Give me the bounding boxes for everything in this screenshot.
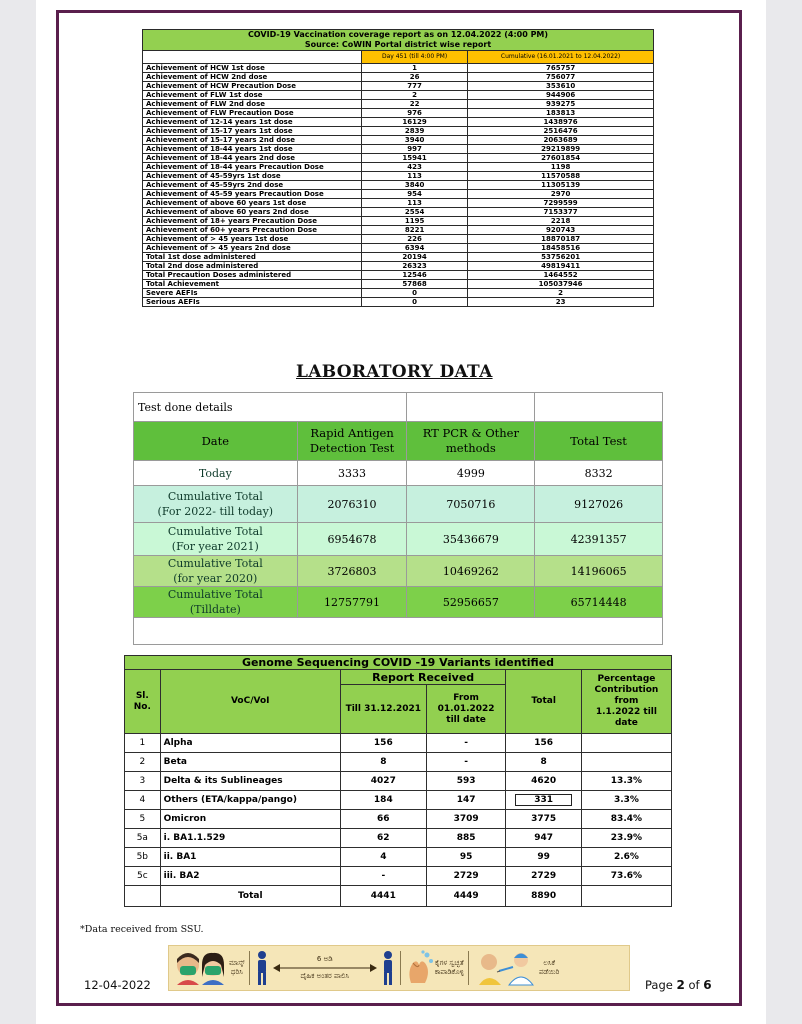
row-label: Achievement of 45-59yrs 2nd dose bbox=[143, 181, 362, 190]
genome-header-sl: Sl. No. bbox=[125, 670, 161, 734]
table-row bbox=[143, 280, 654, 289]
genome-header-percentage: Percentage Contribution from 1.1.2022 till date bbox=[581, 670, 671, 734]
table-row bbox=[143, 100, 654, 109]
vaccine-segment bbox=[469, 946, 563, 990]
table-row bbox=[143, 73, 654, 82]
cumulative-value: 7153377 bbox=[468, 208, 654, 217]
table-row bbox=[143, 145, 654, 154]
genome-header-from-2022: From 01.01.2022 till date bbox=[426, 685, 506, 734]
variant-name: Omicron bbox=[160, 810, 340, 829]
person-icon bbox=[380, 950, 396, 986]
day-value: 113 bbox=[362, 172, 468, 181]
table-row bbox=[143, 82, 654, 91]
row-label: Achievement of 18+ years Precaution Dose bbox=[143, 217, 362, 226]
table-row bbox=[143, 118, 654, 127]
from-2022-value: 593 bbox=[426, 772, 506, 791]
total-value: 3775 bbox=[506, 810, 581, 829]
from-2022-value: 885 bbox=[426, 829, 506, 848]
table-row: Cumulative Total (For year 2021) 6954678 35436679 42391357 bbox=[134, 523, 663, 556]
table-row bbox=[143, 244, 654, 253]
table-row bbox=[143, 226, 654, 235]
lab-header-rtpcr: RT PCR & Other methods bbox=[407, 422, 535, 461]
day-value: 3840 bbox=[362, 181, 468, 190]
lab-header-total: Total Test bbox=[535, 422, 663, 461]
handwash-segment bbox=[401, 946, 468, 990]
row-label: Achievement of > 45 years 1st dose bbox=[143, 235, 362, 244]
vaccination-title: COVID-19 Vaccination coverage report as on 12.04.2022 (4:00 PM) bbox=[247, 30, 549, 39]
table-row bbox=[125, 772, 672, 791]
table-row bbox=[125, 829, 672, 848]
day-value: 226 bbox=[362, 235, 468, 244]
table-row bbox=[143, 271, 654, 280]
vaccine-caption: ಲಸಿಕೆ ಪಡೆಯಿರಿ bbox=[538, 959, 560, 976]
cumulative-value: 2218 bbox=[468, 217, 654, 226]
sl-cell: 2 bbox=[125, 753, 161, 772]
genome-header-report-received: Report Received bbox=[340, 670, 506, 685]
sl-cell: 5a bbox=[125, 829, 161, 848]
day-value: 57868 bbox=[362, 280, 468, 289]
row-label: Achievement of 45-59yrs 1st dose bbox=[143, 172, 362, 181]
till-2021-value: 62 bbox=[340, 829, 426, 848]
vaccination-source: Source: CoWIN Portal district wise report bbox=[304, 40, 492, 49]
table-row bbox=[143, 154, 654, 163]
table-row bbox=[143, 91, 654, 100]
day-value: 26323 bbox=[362, 262, 468, 271]
row-label: Achievement of HCW 2nd dose bbox=[143, 73, 362, 82]
row-label: Severe AEFIs bbox=[143, 289, 362, 298]
table-row bbox=[125, 791, 672, 810]
row-label: Achievement of 60+ years Precaution Dose bbox=[143, 226, 362, 235]
row-label: Achievement of 18-44 years 2nd dose bbox=[143, 154, 362, 163]
cumulative-value: 49819411 bbox=[468, 262, 654, 271]
cumulative-value: 1438976 bbox=[468, 118, 654, 127]
table-row bbox=[143, 163, 654, 172]
cumulative-value: 2063689 bbox=[468, 136, 654, 145]
cumulative-value: 105037946 bbox=[468, 280, 654, 289]
distance-info: 6 ಅಡಿ ದೈಹಿಕ ಅಂತರ ಪಾಲಿಸಿ bbox=[270, 955, 380, 981]
day-value: 1 bbox=[362, 64, 468, 73]
from-2022-value: 2729 bbox=[426, 867, 506, 886]
sl-cell: 3 bbox=[125, 772, 161, 791]
row-label: Achievement of FLW Precaution Dose bbox=[143, 109, 362, 118]
till-2021-value: 4 bbox=[340, 848, 426, 867]
table-row bbox=[125, 810, 672, 829]
total-value: 156 bbox=[506, 734, 581, 753]
table-row bbox=[143, 298, 654, 307]
day-value: 20194 bbox=[362, 253, 468, 262]
table-row: Cumulative Total (for year 2020) 3726803 10469262 14196065 bbox=[134, 556, 663, 587]
handwash-icon bbox=[405, 949, 435, 987]
cumulative-value: 27601854 bbox=[468, 154, 654, 163]
masked-faces-icon bbox=[173, 949, 229, 987]
row-label: Achievement of 45-59 years Precaution Dose bbox=[143, 190, 362, 199]
table-row bbox=[125, 753, 672, 772]
table-row: Cumulative Total (Tilldate) 12757791 52956657 65714448 bbox=[134, 587, 663, 618]
day-value: 8221 bbox=[362, 226, 468, 235]
day-value: 954 bbox=[362, 190, 468, 199]
page-number: Page 2 of 6 bbox=[645, 978, 712, 992]
row-label: Achievement of HCW 1st dose bbox=[143, 64, 362, 73]
table-row bbox=[143, 208, 654, 217]
sl-cell: 5 bbox=[125, 810, 161, 829]
day-value: 0 bbox=[362, 298, 468, 307]
row-label: Achievement of HCW Precaution Dose bbox=[143, 82, 362, 91]
cumulative-value: 353610 bbox=[468, 82, 654, 91]
day-value: 2 bbox=[362, 91, 468, 100]
row-label: Total Achievement bbox=[143, 280, 362, 289]
from-2022-value: 147 bbox=[426, 791, 506, 810]
variant-name: Alpha bbox=[160, 734, 340, 753]
cumulative-value: 11305139 bbox=[468, 181, 654, 190]
day-value: 2839 bbox=[362, 127, 468, 136]
day-column-header: Day 451 (till 4:00 PM) bbox=[362, 51, 468, 64]
row-label: Achievement of 18-44 years 1st dose bbox=[143, 145, 362, 154]
cumulative-value: 18870187 bbox=[468, 235, 654, 244]
lab-header-rapid-antigen: Rapid Antigen Detection Test bbox=[297, 422, 407, 461]
variant-name: Others (ETA/kappa/pango) bbox=[160, 791, 340, 810]
genome-table-body bbox=[125, 734, 672, 886]
day-value: 423 bbox=[362, 163, 468, 172]
variant-name: Beta bbox=[160, 753, 340, 772]
vaccination-icon bbox=[473, 949, 539, 987]
day-value: 976 bbox=[362, 109, 468, 118]
table-row bbox=[143, 172, 654, 181]
table-row: Today 3333 4999 8332 bbox=[134, 461, 663, 486]
row-label: Total 1st dose administered bbox=[143, 253, 362, 262]
cumulative-value: 11570588 bbox=[468, 172, 654, 181]
row-label: Achievement of 12-14 years 1st dose bbox=[143, 118, 362, 127]
handwash-caption: ಕೈಗಳ ಸ್ವಚ್ಛತೆ ಕಾಪಾಡಿಕೊಳ್ಳಿ bbox=[434, 959, 464, 976]
genome-sequencing-table bbox=[124, 655, 672, 907]
cumulative-value: 2970 bbox=[468, 190, 654, 199]
genome-total-row: Total 4441 4449 8890 bbox=[125, 886, 672, 907]
cumulative-value: 53756201 bbox=[468, 253, 654, 262]
table-row bbox=[143, 235, 654, 244]
label-column-header bbox=[143, 51, 362, 64]
total-value: 4620 bbox=[506, 772, 581, 791]
till-2021-value: 66 bbox=[340, 810, 426, 829]
laboratory-tests-table bbox=[133, 392, 663, 645]
distance-segment bbox=[250, 946, 400, 990]
percentage-value: 13.3% bbox=[581, 772, 671, 791]
report-date: 12-04-2022 bbox=[84, 978, 151, 992]
mask-segment bbox=[169, 946, 249, 990]
row-label: Achievement of above 60 years 1st dose bbox=[143, 199, 362, 208]
total-value: 99 bbox=[506, 848, 581, 867]
blank-row bbox=[134, 618, 663, 645]
till-2021-value: 4027 bbox=[340, 772, 426, 791]
table-row bbox=[125, 848, 672, 867]
covid-behaviour-banner bbox=[168, 945, 630, 991]
till-2021-value: 184 bbox=[340, 791, 426, 810]
vaccination-coverage-table bbox=[142, 29, 654, 307]
percentage-value: 83.4% bbox=[581, 810, 671, 829]
day-value: 113 bbox=[362, 199, 468, 208]
day-value: 15941 bbox=[362, 154, 468, 163]
cumulative-value: 1198 bbox=[468, 163, 654, 172]
cumulative-value: 1464552 bbox=[468, 271, 654, 280]
day-value: 1195 bbox=[362, 217, 468, 226]
laboratory-data-heading: LABORATORY DATA bbox=[296, 362, 493, 382]
table-row bbox=[143, 136, 654, 145]
table-row bbox=[125, 734, 672, 753]
total-value: 8 bbox=[506, 753, 581, 772]
variant-name: iii. BA2 bbox=[160, 867, 340, 886]
table-row bbox=[143, 127, 654, 136]
footnote: *Data received from SSU. bbox=[80, 924, 204, 935]
till-2021-value: 156 bbox=[340, 734, 426, 753]
variant-name: ii. BA1 bbox=[160, 848, 340, 867]
sl-cell: 1 bbox=[125, 734, 161, 753]
cumulative-column-header: Cumulative (16.01.2021 to 12.04.2022) bbox=[468, 51, 654, 64]
mask-caption: ಮಾಸ್ಕ್ ಧರಿಸಿ bbox=[229, 959, 245, 976]
total-value: 2729 bbox=[506, 867, 581, 886]
cumulative-value: 23 bbox=[468, 298, 654, 307]
row-label: Achievement of 15-17 years 1st dose bbox=[143, 127, 362, 136]
table-row bbox=[143, 190, 654, 199]
table-row bbox=[143, 289, 654, 298]
double-arrow-icon bbox=[273, 964, 377, 972]
cumulative-value: 7299599 bbox=[468, 199, 654, 208]
from-2022-value: - bbox=[426, 734, 506, 753]
cumulative-value: 18458516 bbox=[468, 244, 654, 253]
table-row bbox=[143, 64, 654, 73]
variant-name: Delta & its Sublineages bbox=[160, 772, 340, 791]
percentage-value bbox=[581, 753, 671, 772]
day-value: 26 bbox=[362, 73, 468, 82]
table-row: Cumulative Total (For 2022- till today) 2076310 7050716 9127026 bbox=[134, 486, 663, 523]
till-2021-value: 8 bbox=[340, 753, 426, 772]
total-value bbox=[506, 791, 581, 810]
day-value: 2554 bbox=[362, 208, 468, 217]
row-label: Achievement of > 45 years 2nd dose bbox=[143, 244, 362, 253]
row-label: Achievement of FLW 1st dose bbox=[143, 91, 362, 100]
vaccination-table-body bbox=[143, 64, 654, 307]
row-label: Achievement of 15-17 years 2nd dose bbox=[143, 136, 362, 145]
from-2022-value: 3709 bbox=[426, 810, 506, 829]
lab-header-date: Date bbox=[134, 422, 298, 461]
total-value: 947 bbox=[506, 829, 581, 848]
row-label: Achievement of above 60 years 2nd dose bbox=[143, 208, 362, 217]
cumulative-value: 944906 bbox=[468, 91, 654, 100]
day-value: 6394 bbox=[362, 244, 468, 253]
cumulative-value: 939275 bbox=[468, 100, 654, 109]
percentage-value bbox=[581, 734, 671, 753]
variant-name: i. BA1.1.529 bbox=[160, 829, 340, 848]
percentage-value: 3.3% bbox=[581, 791, 671, 810]
from-2022-value: - bbox=[426, 753, 506, 772]
row-label: Total Precaution Doses administered bbox=[143, 271, 362, 280]
table-row bbox=[143, 181, 654, 190]
cumulative-value: 2 bbox=[468, 289, 654, 298]
genome-header-voc: VoC/VoI bbox=[160, 670, 340, 734]
row-label: Achievement of 18-44 years Precaution Dose bbox=[143, 163, 362, 172]
row-label: Achievement of FLW 2nd dose bbox=[143, 100, 362, 109]
cumulative-value: 920743 bbox=[468, 226, 654, 235]
percentage-value: 23.9% bbox=[581, 829, 671, 848]
sl-cell: 4 bbox=[125, 791, 161, 810]
genome-header-total: Total bbox=[506, 670, 581, 734]
table-row bbox=[143, 217, 654, 226]
table-row bbox=[143, 199, 654, 208]
day-value: 16129 bbox=[362, 118, 468, 127]
row-label: Serious AEFIs bbox=[143, 298, 362, 307]
sl-cell: 5b bbox=[125, 848, 161, 867]
vaccination-table-title bbox=[143, 30, 654, 51]
from-2022-value: 95 bbox=[426, 848, 506, 867]
percentage-value: 2.6% bbox=[581, 848, 671, 867]
genome-header-till-2021: Till 31.12.2021 bbox=[340, 685, 426, 734]
table-row bbox=[143, 262, 654, 271]
percentage-value: 73.6% bbox=[581, 867, 671, 886]
cumulative-value: 765757 bbox=[468, 64, 654, 73]
row-label: Total 2nd dose administered bbox=[143, 262, 362, 271]
cumulative-value: 2516476 bbox=[468, 127, 654, 136]
cumulative-value: 29219899 bbox=[468, 145, 654, 154]
day-value: 777 bbox=[362, 82, 468, 91]
day-value: 12546 bbox=[362, 271, 468, 280]
table-row bbox=[143, 109, 654, 118]
lab-table-caption: Test done details bbox=[134, 393, 407, 422]
till-2021-value: - bbox=[340, 867, 426, 886]
day-value: 0 bbox=[362, 289, 468, 298]
table-row bbox=[143, 253, 654, 262]
sl-cell: 5c bbox=[125, 867, 161, 886]
person-icon bbox=[254, 950, 270, 986]
day-value: 3940 bbox=[362, 136, 468, 145]
day-value: 997 bbox=[362, 145, 468, 154]
cumulative-value: 756077 bbox=[468, 73, 654, 82]
cumulative-value: 183813 bbox=[468, 109, 654, 118]
day-value: 22 bbox=[362, 100, 468, 109]
table-row bbox=[125, 867, 672, 886]
highlighted-total: 331 bbox=[515, 794, 572, 806]
genome-table-title: Genome Sequencing COVID -19 Variants identified bbox=[125, 656, 672, 670]
